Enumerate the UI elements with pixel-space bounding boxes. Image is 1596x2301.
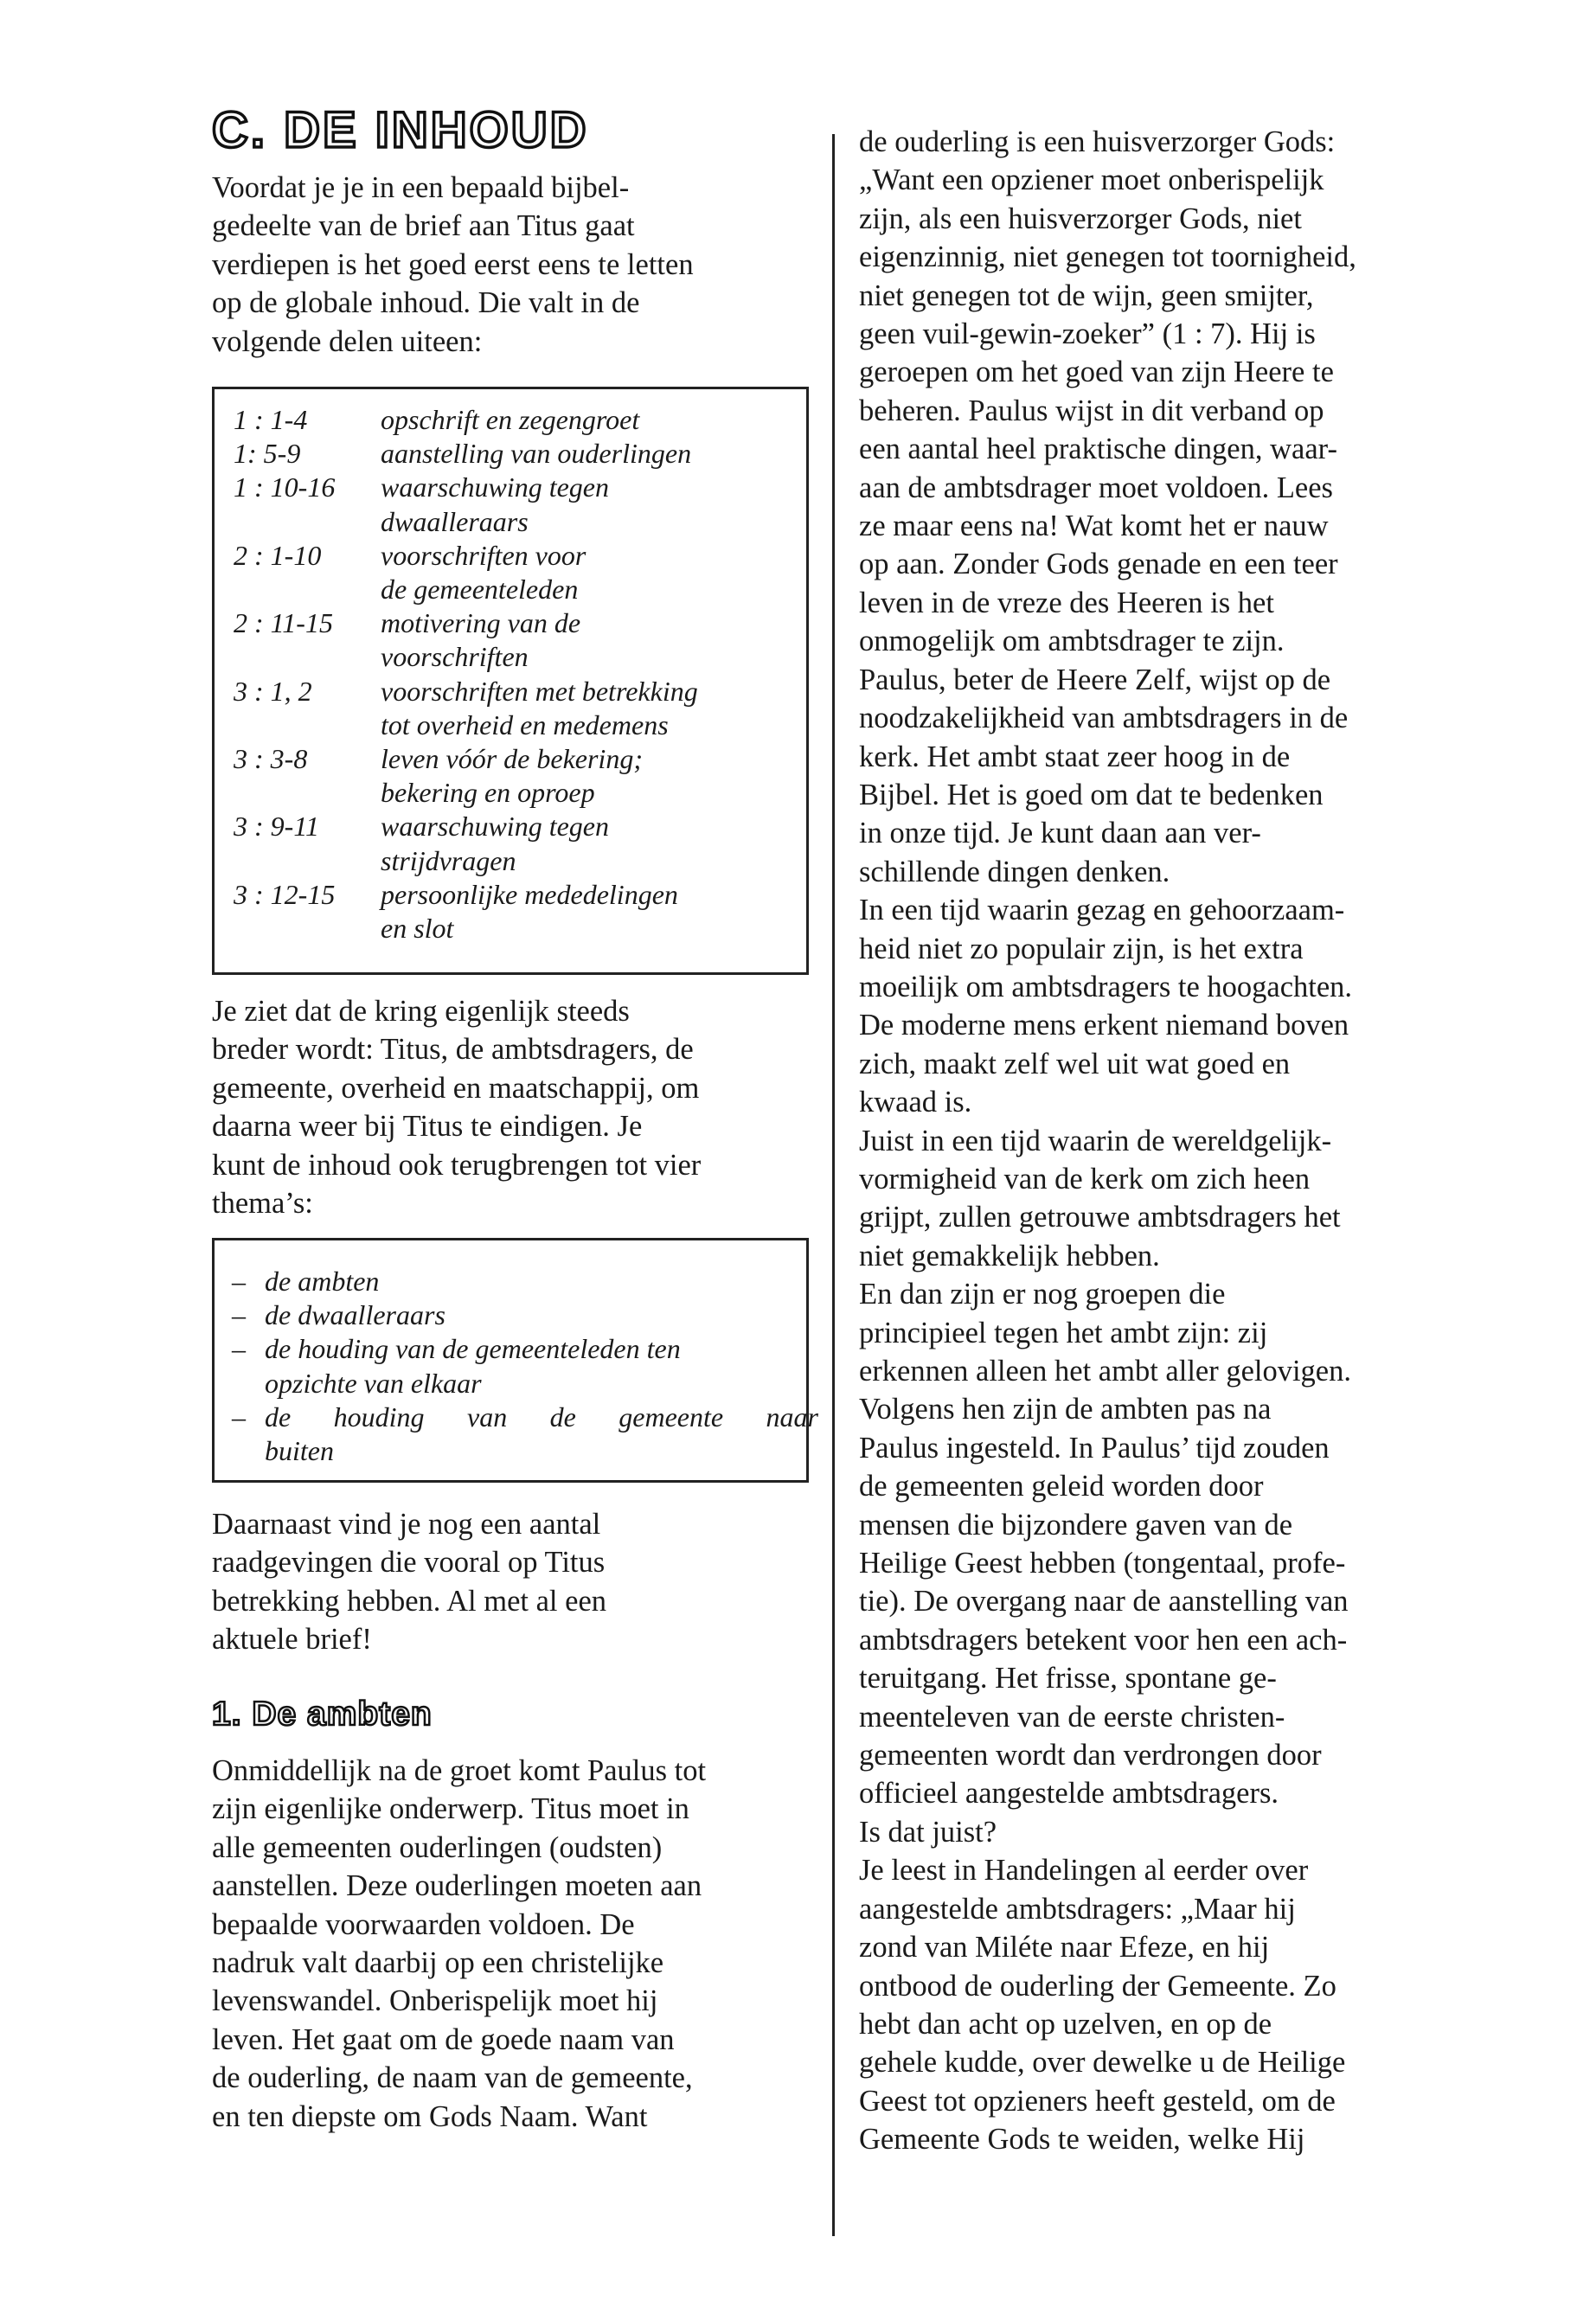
ambten-paragraph — [212, 1752, 706, 2136]
text-line: Bijbel. Het is goed om dat te bedenken — [859, 778, 1324, 811]
intro-paragraph — [212, 169, 694, 361]
outline-desc: persoonlijke mededelingen — [381, 878, 678, 910]
text-line: Paulus, beter de Heere Zelf, wijst op de — [859, 663, 1331, 696]
text-line: Je leest in Handelingen al eerder over — [859, 1854, 1309, 1888]
outline-desc: opschrift en zegengroet — [381, 404, 640, 435]
outline-desc: motivering van de — [381, 607, 581, 639]
advice-paragraph — [212, 1505, 606, 1659]
outline-ref: 2 : 11-15 — [234, 607, 333, 639]
outline-row — [234, 403, 806, 437]
text-line: onmogelijk om ambtsdrager te zijn. — [859, 625, 1285, 658]
text-line: gemeente, overheid en maatschappij, om — [212, 1071, 700, 1105]
outline-ref: 2 : 1-10 — [234, 539, 322, 571]
outline-desc: tot overheid en medemens — [381, 708, 669, 740]
outline-desc: strijdvragen — [381, 844, 516, 876]
text-line: gemeenten wordt dan verdrongen door — [859, 1739, 1322, 1772]
circle-paragraph — [212, 992, 701, 1222]
text-line: tie). De overgang naar de aanstelling van — [859, 1585, 1349, 1618]
text-line: raadgevingen die vooral op Titus — [212, 1546, 606, 1580]
outline-desc: voorschriften — [381, 641, 529, 673]
text-line: de ouderling, de naam van de gemeente, — [212, 2061, 693, 2095]
text-line: Is dat juist? — [859, 1815, 997, 1849]
outline-box — [212, 387, 809, 975]
text-line: gedeelte van de brief aan Titus gaat — [212, 209, 635, 243]
theme-item — [232, 1332, 806, 1400]
text-line: zich, maakt zelf wel uit wat goed en — [859, 1047, 1291, 1080]
text-line: Juist in een tijd waarin de wereldgelijk- — [859, 1124, 1332, 1157]
outline-row — [234, 539, 806, 606]
theme-item — [232, 1298, 806, 1332]
text-line: mensen die bijzondere gaven van de — [859, 1508, 1293, 1541]
text-line: een aantal heel praktische dingen, waar- — [859, 433, 1337, 466]
text-line: In een tijd waarin gezag en gehoorzaam- — [859, 894, 1345, 927]
outline-ref: 3 : 3-8 — [234, 743, 308, 775]
text-line: op de globale inhoud. Die valt in de — [212, 286, 640, 320]
outline-row — [234, 471, 806, 538]
text-line: noodzakelijkheid van ambtsdragers in de — [859, 702, 1349, 735]
text-line: aktuele brief! — [212, 1623, 372, 1657]
dash-bullet: – — [232, 1333, 246, 1365]
text-line: heid niet zo populair zijn, is het extra — [859, 932, 1304, 965]
text-line: „Want een opziener moet onberispelijk — [859, 163, 1324, 197]
outline-ref: 1: 5-9 — [234, 438, 301, 470]
dash-bullet: – — [232, 1299, 246, 1331]
theme-text: buiten — [265, 1435, 334, 1467]
text-line: aanstellen. Deze ouderlingen moeten aan — [212, 1869, 702, 1903]
outline-row — [234, 675, 806, 742]
text-line: op aan. Zonder Gods genade en een teer — [859, 548, 1338, 581]
outline-desc: dwaalleraars — [381, 505, 529, 537]
themes-box — [212, 1238, 818, 1483]
text-line: zijn eigenlijke onderwerp. Titus moet in — [212, 1792, 689, 1826]
outline-ref: 3 : 12-15 — [234, 878, 336, 910]
text-line: nadruk valt daarbij op een christelijke — [212, 1946, 664, 1980]
text-line: Geest tot opzieners heeft gesteld, om de — [859, 2084, 1336, 2118]
outline-desc: waarschuwing tegen — [381, 471, 609, 503]
outline-ref: 1 : 1-4 — [234, 404, 308, 435]
text-line: volgende delen uiteen: — [212, 324, 483, 358]
text-line: hebt dan acht op uzelven, en op de — [859, 2007, 1272, 2041]
outline-desc: de gemeenteleden — [381, 574, 579, 606]
outline-row — [234, 742, 806, 810]
section-heading: C. DE INHOUD — [212, 102, 589, 158]
text-line: ze maar eens na! Wat komt het er nauw — [859, 510, 1329, 543]
theme-item — [232, 1265, 806, 1298]
text-line: Heilige Geest hebben (tongentaal, profe- — [859, 1547, 1346, 1580]
text-line: principieel tegen het ambt zijn: zij — [859, 1316, 1268, 1349]
text-line: officieel aangestelde ambtsdragers. — [859, 1777, 1279, 1811]
outline-ref: 3 : 1, 2 — [234, 675, 312, 707]
text-line: leven in de vreze des Heeren is het — [859, 586, 1274, 619]
text-line: kunt de inhoud ook terugbrengen tot vier — [212, 1148, 702, 1182]
text-line: erkennen alleen het ambt aller gelovigen. — [859, 1355, 1351, 1388]
text-line: breder wordt: Titus, de ambtsdragers, de — [212, 1033, 694, 1067]
subsection-heading: 1. De ambten — [212, 1695, 433, 1733]
text-line: Daarnaast vind je nog een aantal — [212, 1508, 601, 1541]
text-line: gehele kudde, over dewelke u de Heilige — [859, 2046, 1346, 2080]
text-line: Gemeente Gods te weiden, welke Hij — [859, 2123, 1305, 2157]
text-line: alle gemeenten ouderlingen (oudsten) — [212, 1830, 663, 1864]
text-line: aangestelde ambtsdragers: „Maar hij — [859, 1892, 1296, 1926]
text-line: bepaalde voorwaarden voldoen. De — [212, 1907, 635, 1941]
theme-text: de dwaalleraars — [265, 1299, 445, 1331]
outline-desc: en slot — [381, 913, 454, 945]
text-line: moeilijk om ambtsdragers te hoogachten. — [859, 970, 1353, 1003]
outline-row — [234, 437, 806, 471]
outline-desc: aanstelling van ouderlingen — [381, 438, 692, 470]
text-line: beheren. Paulus wijst in dit verband op — [859, 394, 1324, 427]
text-line: niet gemakkelijk hebben. — [859, 1239, 1160, 1272]
dash-bullet: – — [232, 1266, 246, 1297]
text-line: ontbood de ouderling der Gemeente. Zo — [859, 1969, 1336, 2003]
outline-ref: 3 : 9-11 — [234, 811, 319, 843]
theme-text: opzichte van elkaar — [265, 1367, 482, 1399]
text-line: ambtsdragers betekent voor hen een ach- — [859, 1623, 1348, 1657]
outline-desc: voorschriften met betrekking — [381, 675, 698, 707]
text-line: levenswandel. Onberispelijk moet hij — [212, 1984, 658, 2018]
text-line: zond van Miléte naar Efeze, en hij — [859, 1931, 1270, 1965]
theme-text: de houding van de gemeente naar — [265, 1400, 818, 1433]
text-line: verdiepen is het goed eerst eens te letten — [212, 247, 694, 281]
theme-text: de ambten — [265, 1266, 380, 1297]
outline-desc: voorschriften voor — [381, 539, 586, 571]
text-line: De moderne mens erkent niemand boven — [859, 1009, 1349, 1042]
text-line: Volgens hen zijn de ambten pas na — [859, 1393, 1272, 1426]
theme-item — [232, 1400, 818, 1468]
column-divider — [832, 134, 835, 2236]
text-line: leven. Het gaat om de goede naam van — [212, 2022, 675, 2056]
text-line: eigenzinnig, niet genegen tot toornigheid, — [859, 240, 1356, 274]
text-line: Voordat je je in een bepaald bijbel- — [212, 171, 630, 204]
text-line: aan de ambtsdrager moet voldoen. Lees — [859, 471, 1333, 504]
outline-ref: 1 : 10-16 — [234, 471, 336, 503]
text-line: Je ziet dat de kring eigenlijk steeds — [212, 995, 630, 1028]
text-line: en ten diepste om Gods Naam. Want — [212, 2099, 648, 2133]
outline-row — [234, 606, 806, 674]
text-line: geen vuil-gewin-zoeker” (1 : 7). Hij is — [859, 317, 1316, 351]
text-line: Paulus ingesteld. In Paulus’ tijd zouden — [859, 1431, 1330, 1465]
theme-text: de houding van de gemeenteleden ten — [265, 1333, 681, 1365]
right-column-text — [859, 123, 1356, 2159]
text-line: in onze tijd. Je kunt daan aan ver- — [859, 817, 1261, 850]
text-line: kerk. Het ambt staat zeer hoog in de — [859, 740, 1291, 773]
text-line: Onmiddellijk na de groet komt Paulus tot — [212, 1754, 707, 1787]
text-line: teruitgang. Het frisse, spontane ge- — [859, 1662, 1277, 1695]
text-line: niet genegen tot de wijn, geen smijter, — [859, 279, 1314, 312]
outline-row — [234, 810, 806, 877]
text-line: zijn, als een huisverzorger Gods, niet — [859, 202, 1302, 235]
text-line: de ouderling is een huisverzorger Gods: — [859, 125, 1336, 158]
text-line: de gemeenten geleid worden door — [859, 1470, 1264, 1503]
text-line: meenteleven van de eerste christen- — [859, 1700, 1285, 1734]
outline-desc: leven vóór de bekering; — [381, 743, 643, 775]
outline-desc: waarschuwing tegen — [381, 811, 609, 843]
text-line: vormigheid van de kerk om zich heen — [859, 1162, 1311, 1195]
text-line: En dan zijn er nog groepen die — [859, 1278, 1226, 1311]
text-line: schillende dingen denken. — [859, 855, 1170, 888]
text-line: kwaad is. — [859, 1086, 972, 1119]
text-line: betrekking hebben. Al met al een — [212, 1584, 607, 1618]
outline-desc: bekering en oproep — [381, 777, 595, 809]
outline-row — [234, 878, 806, 945]
text-line: daarna weer bij Titus te eindigen. Je — [212, 1110, 643, 1144]
dash-bullet: – — [232, 1400, 246, 1433]
text-line: thema’s: — [212, 1187, 313, 1221]
text-line: geroepen om het goed van zijn Heere te — [859, 356, 1334, 389]
text-line: grijpt, zullen getrouwe ambtsdragers het — [859, 1201, 1341, 1234]
